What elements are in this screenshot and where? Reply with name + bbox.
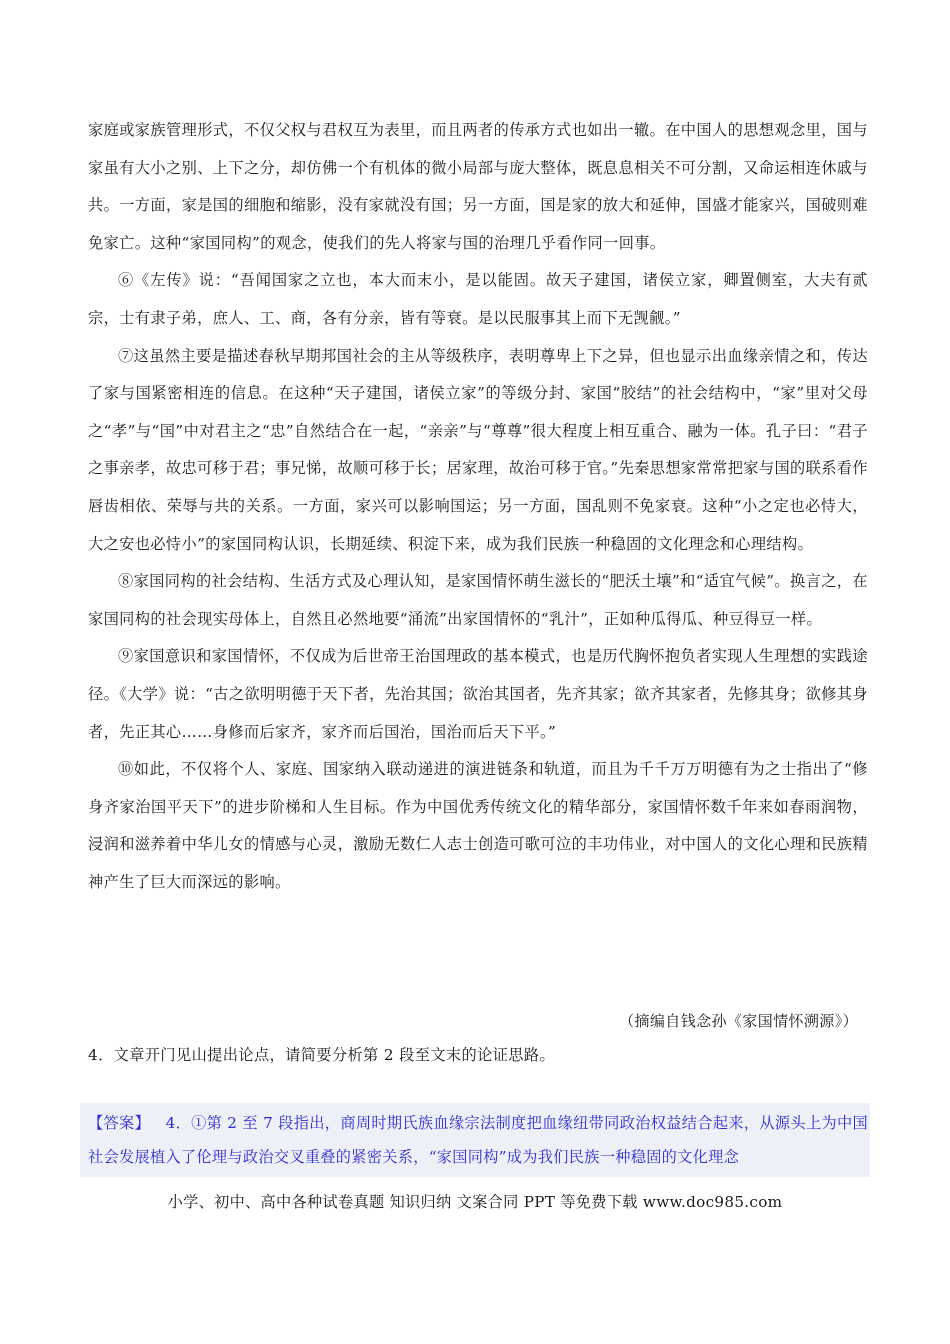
question-4: 4．文章开门见山提出论点，请简要分析第 2 段至文末的论证思路。 <box>88 1046 556 1064</box>
paragraph-6: ⑥《左传》说：“吾闻国家之立也，本大而末小，是以能固。故天子建国，诸侯立家，卿置侧室，大夫有贰宗，士有隶子弟，庶人、工、商，各有分亲，皆有等衰。是以民服事其上而下无觊觎。” <box>88 271 868 327</box>
paragraph-7: ⑦这虽然主要是描述春秋早期邦国社会的主从等级秩序，表明尊卑上下之异，但也显示出血缘亲情之和，传达了家与国紧密相连的信息。在这种“天子建国，诸侯立家”的等级分封、家国“胶结”的社会结构中，“家”里对父母之“孝”与“国”中对君主之“忠”自然结合在一起，“亲亲”与“尊尊”很大程度上相互重合、融为一体。孔子曰：“君子之事亲孝，故忠可移于君；事兄悌，故顺可移于长；居家理，故治可移于官。”先秦思想家常常把家与国的联系看作唇齿相依、荣辱与共的关系。一方面，家兴可以影响国运；另一方面，国乱则不免家衰。这种“小之定也必恃大，大之安也必恃小”的家国同构认识，长期延续、积淀下来，成为我们民族一种稳固的文化理念和心理结构。 <box>88 346 868 553</box>
page-footer: 小学、初中、高中各种试卷真题 知识归纳 文案合同 PPT 等免费下载 www.doc985.com <box>167 1193 783 1211</box>
paragraph-8: ⑧家国同构的社会结构、生活方式及心理认知，是家国情怀萌生滋长的“肥沃土壤”和“适宜气候”。换言之，在家国同构的社会现实母体上，自然且必然地要“涌流”出家国情怀的“乳汁”，正如种瓜得瓜、种豆得豆一样。 <box>88 572 868 628</box>
answer-block <box>88 1106 868 1174</box>
paragraph-10: ⑩如此，不仅将个人、家庭、国家纳入联动递进的演进链条和轨道，而且为千千万万明德有为之士指出了“修身齐家治国平天下”的进步阶梯和人生目标。作为中国优秀传统文化的精华部分，家国情怀数千年来如春雨润物，浸润和滋养着中华儿女的情感与心灵，激励无数仁人志士创造可歌可泣的丰功伟业，对中国人的文化心理和民族精神产生了巨大而深远的影响。 <box>88 760 868 891</box>
article-body <box>88 112 868 901</box>
article-source: （摘编自钱念孙《家国情怀溯源》） <box>619 1012 858 1030</box>
answer-content: 4．①第 2 至 7 段指出，商周时期氏族血缘宗法制度把血缘纽带同政治权益结合起来，从源头上为中国社会发展植入了伦理与政治交叉重叠的紧密关系，“家国同构”成为我们民族一种稳固的文化理念 <box>88 1114 868 1166</box>
paragraph-9: ⑨家国意识和家国情怀，不仅成为后世帝王治国理政的基本模式，也是历代胸怀抱负者实现人生理想的实践途径。《大学》说：“古之欲明明德于天下者，先治其国；欲治其国者，先齐其家；欲齐其家者，先修其身；欲修其身者，先正其心……身修而后家齐，家齐而后国治，国治而后天下平。” <box>88 647 868 741</box>
paragraph-continued: 家庭或家族管理形式，不仅父权与君权互为表里，而且两者的传承方式也如出一辙。在中国人的思想观念里，国与家虽有大小之别、上下之分，却仿佛一个有机体的微小局部与庞大整体，既息息相关不可分割，又命运相连休戚与共。一方面，家是国的细胞和缩影，没有家就没有国；另一方面，国是家的放大和延伸，国盛才能家兴，国破则难免家亡。这种“家国同构”的观念，使我们的先人将家与国的治理几乎看作同一回事。 <box>88 121 868 252</box>
answer-tag: 【答案】 <box>88 1114 151 1132</box>
